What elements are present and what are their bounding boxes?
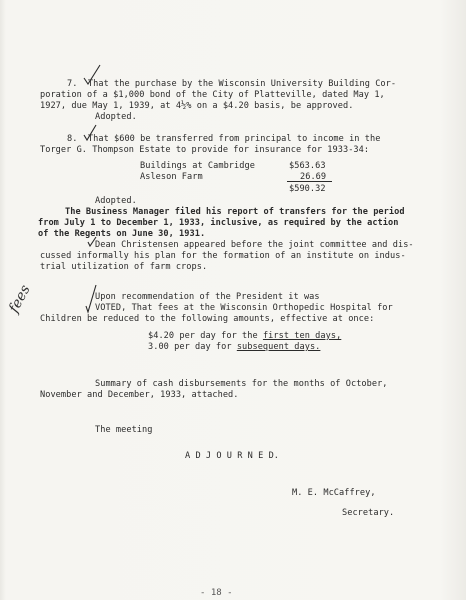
- summary-line1: Summary of cash disbursements for the months of October,: [95, 379, 388, 389]
- item8-row2-amount: 26.69: [300, 172, 327, 182]
- fee-rate-2-underlined: subsequent days.: [236, 342, 321, 352]
- adjourned-text: A D J O U R N E D.: [185, 451, 280, 461]
- item8-row2-label: Asleson Farm: [140, 172, 203, 182]
- item7-line3: 1927, due May 1, 1939, at 4½% on a $4.20 basis, be approved.: [40, 101, 354, 111]
- business-manager-line1: The Business Manager filed his report of transfers for the period: [65, 207, 405, 217]
- item8-row1-amount: $563.63: [289, 161, 326, 171]
- item8-line1: 8. That $600 be transferred from principal to income in the: [67, 134, 381, 144]
- fees-line3: Children be reduced to the following amounts, effective at once:: [40, 314, 375, 324]
- signature-title: Secretary.: [342, 508, 395, 518]
- fee-rate-1: [148, 331, 341, 342]
- page-number: - 18 -: [200, 588, 233, 598]
- item8-adopted: Adopted.: [95, 196, 137, 206]
- dean-line2: cussed informally his plan for the formation of an institute on indus-: [40, 251, 406, 261]
- fees-line2: VOTED, That fees at the Wisconsin Orthopedic Hospital for: [95, 303, 393, 313]
- fee-rate-1-underlined: first ten days,: [262, 331, 342, 341]
- signature-name: M. E. McCaffrey,: [292, 488, 376, 498]
- item8-total: $590.32: [289, 184, 326, 194]
- item8-row1-label: Buildings at Cambridge: [140, 161, 255, 171]
- fee-rate-2: [148, 342, 320, 353]
- business-manager-line3: of the Regents on June 30, 1931.: [38, 229, 206, 239]
- item8-line2: Torger G. Thompson Estate to provide for insurance for 1933-34:: [40, 145, 370, 155]
- meeting-text: The meeting: [95, 425, 153, 435]
- handwritten-margin-note: fees: [6, 282, 34, 316]
- item7-adopted: Adopted.: [95, 112, 137, 122]
- business-manager-line2: from July 1 to December 1, 1933, inclusive, as required by the action: [38, 218, 399, 228]
- item7-line1: 7. That the purchase by the Wisconsin University Building Cor-: [67, 79, 397, 89]
- fees-line1: Upon recommendation of the President it was: [95, 292, 320, 302]
- summary-line2: November and December, 1933, attached.: [40, 390, 239, 400]
- fee-rate-1-text: $4.20 per day for the: [148, 331, 263, 341]
- dean-line1: Dean Christensen appeared before the joint committee and dis-: [95, 240, 414, 250]
- item7-line2: poration of a $1,000 bond of the City of Platteville, dated May 1,: [40, 90, 385, 100]
- fee-rate-2-text: 3.00 per day for: [148, 342, 237, 352]
- dean-line3: trial utilization of farm crops.: [40, 262, 208, 272]
- sum-rule: [287, 181, 332, 182]
